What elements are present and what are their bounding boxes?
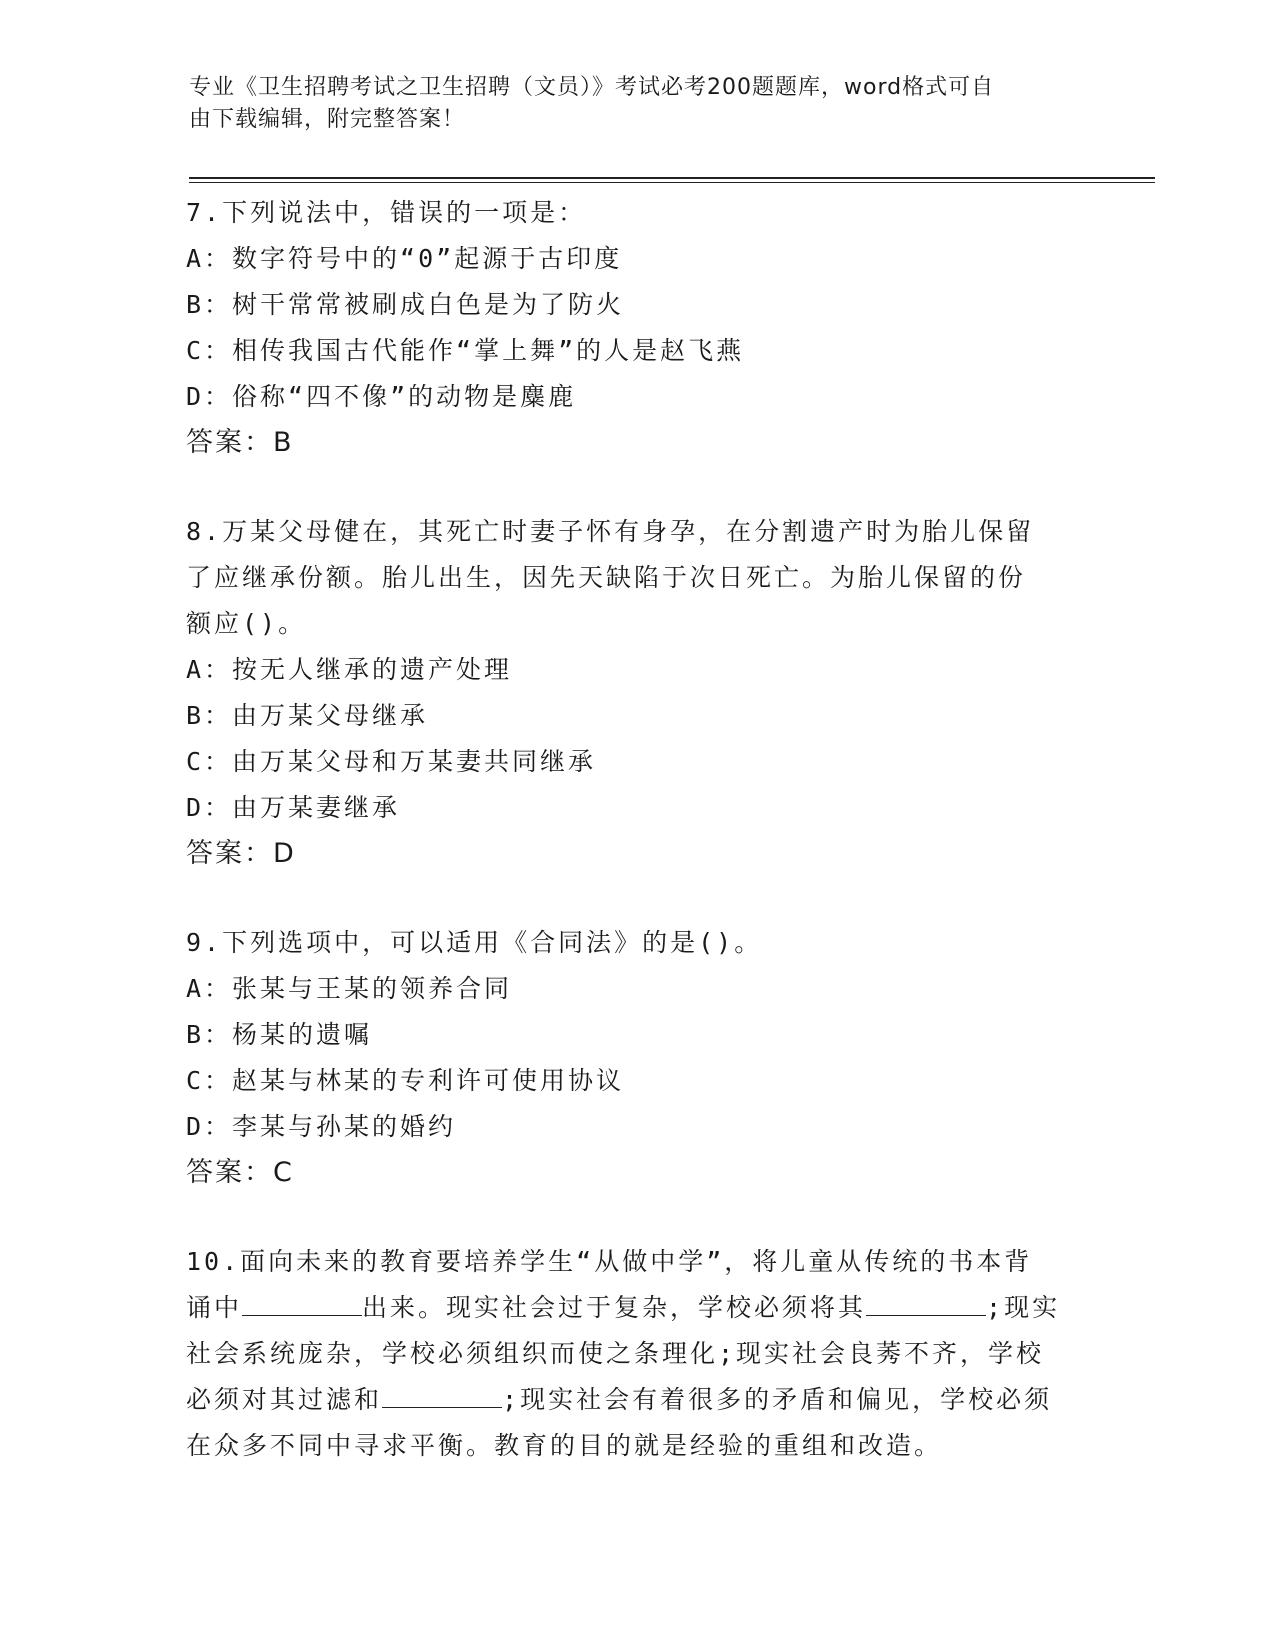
stem-text: 诵中 (186, 1293, 243, 1322)
fill-in-blank (382, 1381, 502, 1408)
question-10 (186, 1239, 1086, 1469)
question-stem: 社会系统庞杂，学校必须组织而使之条理化;现实社会良莠不齐，学校 (186, 1339, 1045, 1368)
option-a: A：按无人继承的遗产处理 (186, 655, 513, 684)
option-b: B：杨某的遗嘱 (186, 1020, 373, 1049)
option-a: A：张某与王某的领养合同 (186, 974, 513, 1003)
question-stem: 额应()。 (186, 609, 307, 638)
option-b: B：由万某父母继承 (186, 701, 429, 730)
option-c: C：由万某父母和万某妻共同继承 (186, 747, 597, 776)
stem-text: 出来。现实社会过于复杂，学校必须将其 (362, 1293, 867, 1322)
option-d: D：由万某妻继承 (186, 793, 401, 822)
question-stem: 在众多不同中寻求平衡。教育的目的就是经验的重组和改造。 (186, 1431, 943, 1460)
option-d: D：李某与孙某的婚约 (186, 1112, 457, 1141)
answer-label: 答案：C (186, 1157, 294, 1188)
header-divider-thin (189, 182, 1155, 183)
stem-text: 必须对其过滤和 (186, 1385, 383, 1414)
question-9 (186, 920, 1086, 1196)
question-list (186, 190, 1086, 1469)
question-7 (186, 190, 1086, 466)
answer-label: 答案：D (186, 838, 296, 869)
question-stem: 8.万某父母健在，其死亡时妻子怀有身孕，在分割遗产时为胎儿保留 (186, 517, 1035, 546)
fill-in-blank (242, 1289, 362, 1316)
fill-in-blank (866, 1289, 986, 1316)
option-a: A：数字符号中的“0”起源于古印度 (186, 244, 623, 273)
question-stem: 10.面向未来的教育要培养学生“从做中学”，将儿童从传统的书本背 (186, 1247, 1033, 1276)
question-8 (186, 509, 1086, 877)
option-b: B：树干常常被刷成白色是为了防火 (186, 290, 625, 319)
answer-label: 答案：B (186, 427, 294, 458)
question-stem: 9.下列选项中，可以适用《合同法》的是()。 (186, 928, 763, 957)
option-c: C：相传我国古代能作“掌上舞”的人是赵飞燕 (186, 336, 745, 365)
question-stem: 7.下列说法中，错误的一项是： (186, 198, 587, 227)
question-stem: 了应继承份额。胎儿出生，因先天缺陷于次日死亡。为胎儿保留的份 (186, 563, 1027, 592)
header-line-2: 由下载编辑，附完整答案！ (189, 107, 466, 132)
option-c: C：赵某与林某的专利许可使用协议 (186, 1066, 625, 1095)
header-line-1: 专业《卫生招聘考试之卫生招聘（文员）》考试必考200题题库，word格式可自 (189, 75, 995, 100)
document-header (189, 72, 1069, 136)
question-stem (186, 1285, 1086, 1331)
option-d: D：俗称“四不像”的动物是麋鹿 (186, 382, 577, 411)
stem-text: ;现实 (986, 1293, 1061, 1322)
stem-text: ;现实社会有着很多的矛盾和偏见，学校必须 (502, 1385, 1053, 1414)
question-stem (186, 1377, 1086, 1423)
header-divider-thick (189, 177, 1155, 179)
